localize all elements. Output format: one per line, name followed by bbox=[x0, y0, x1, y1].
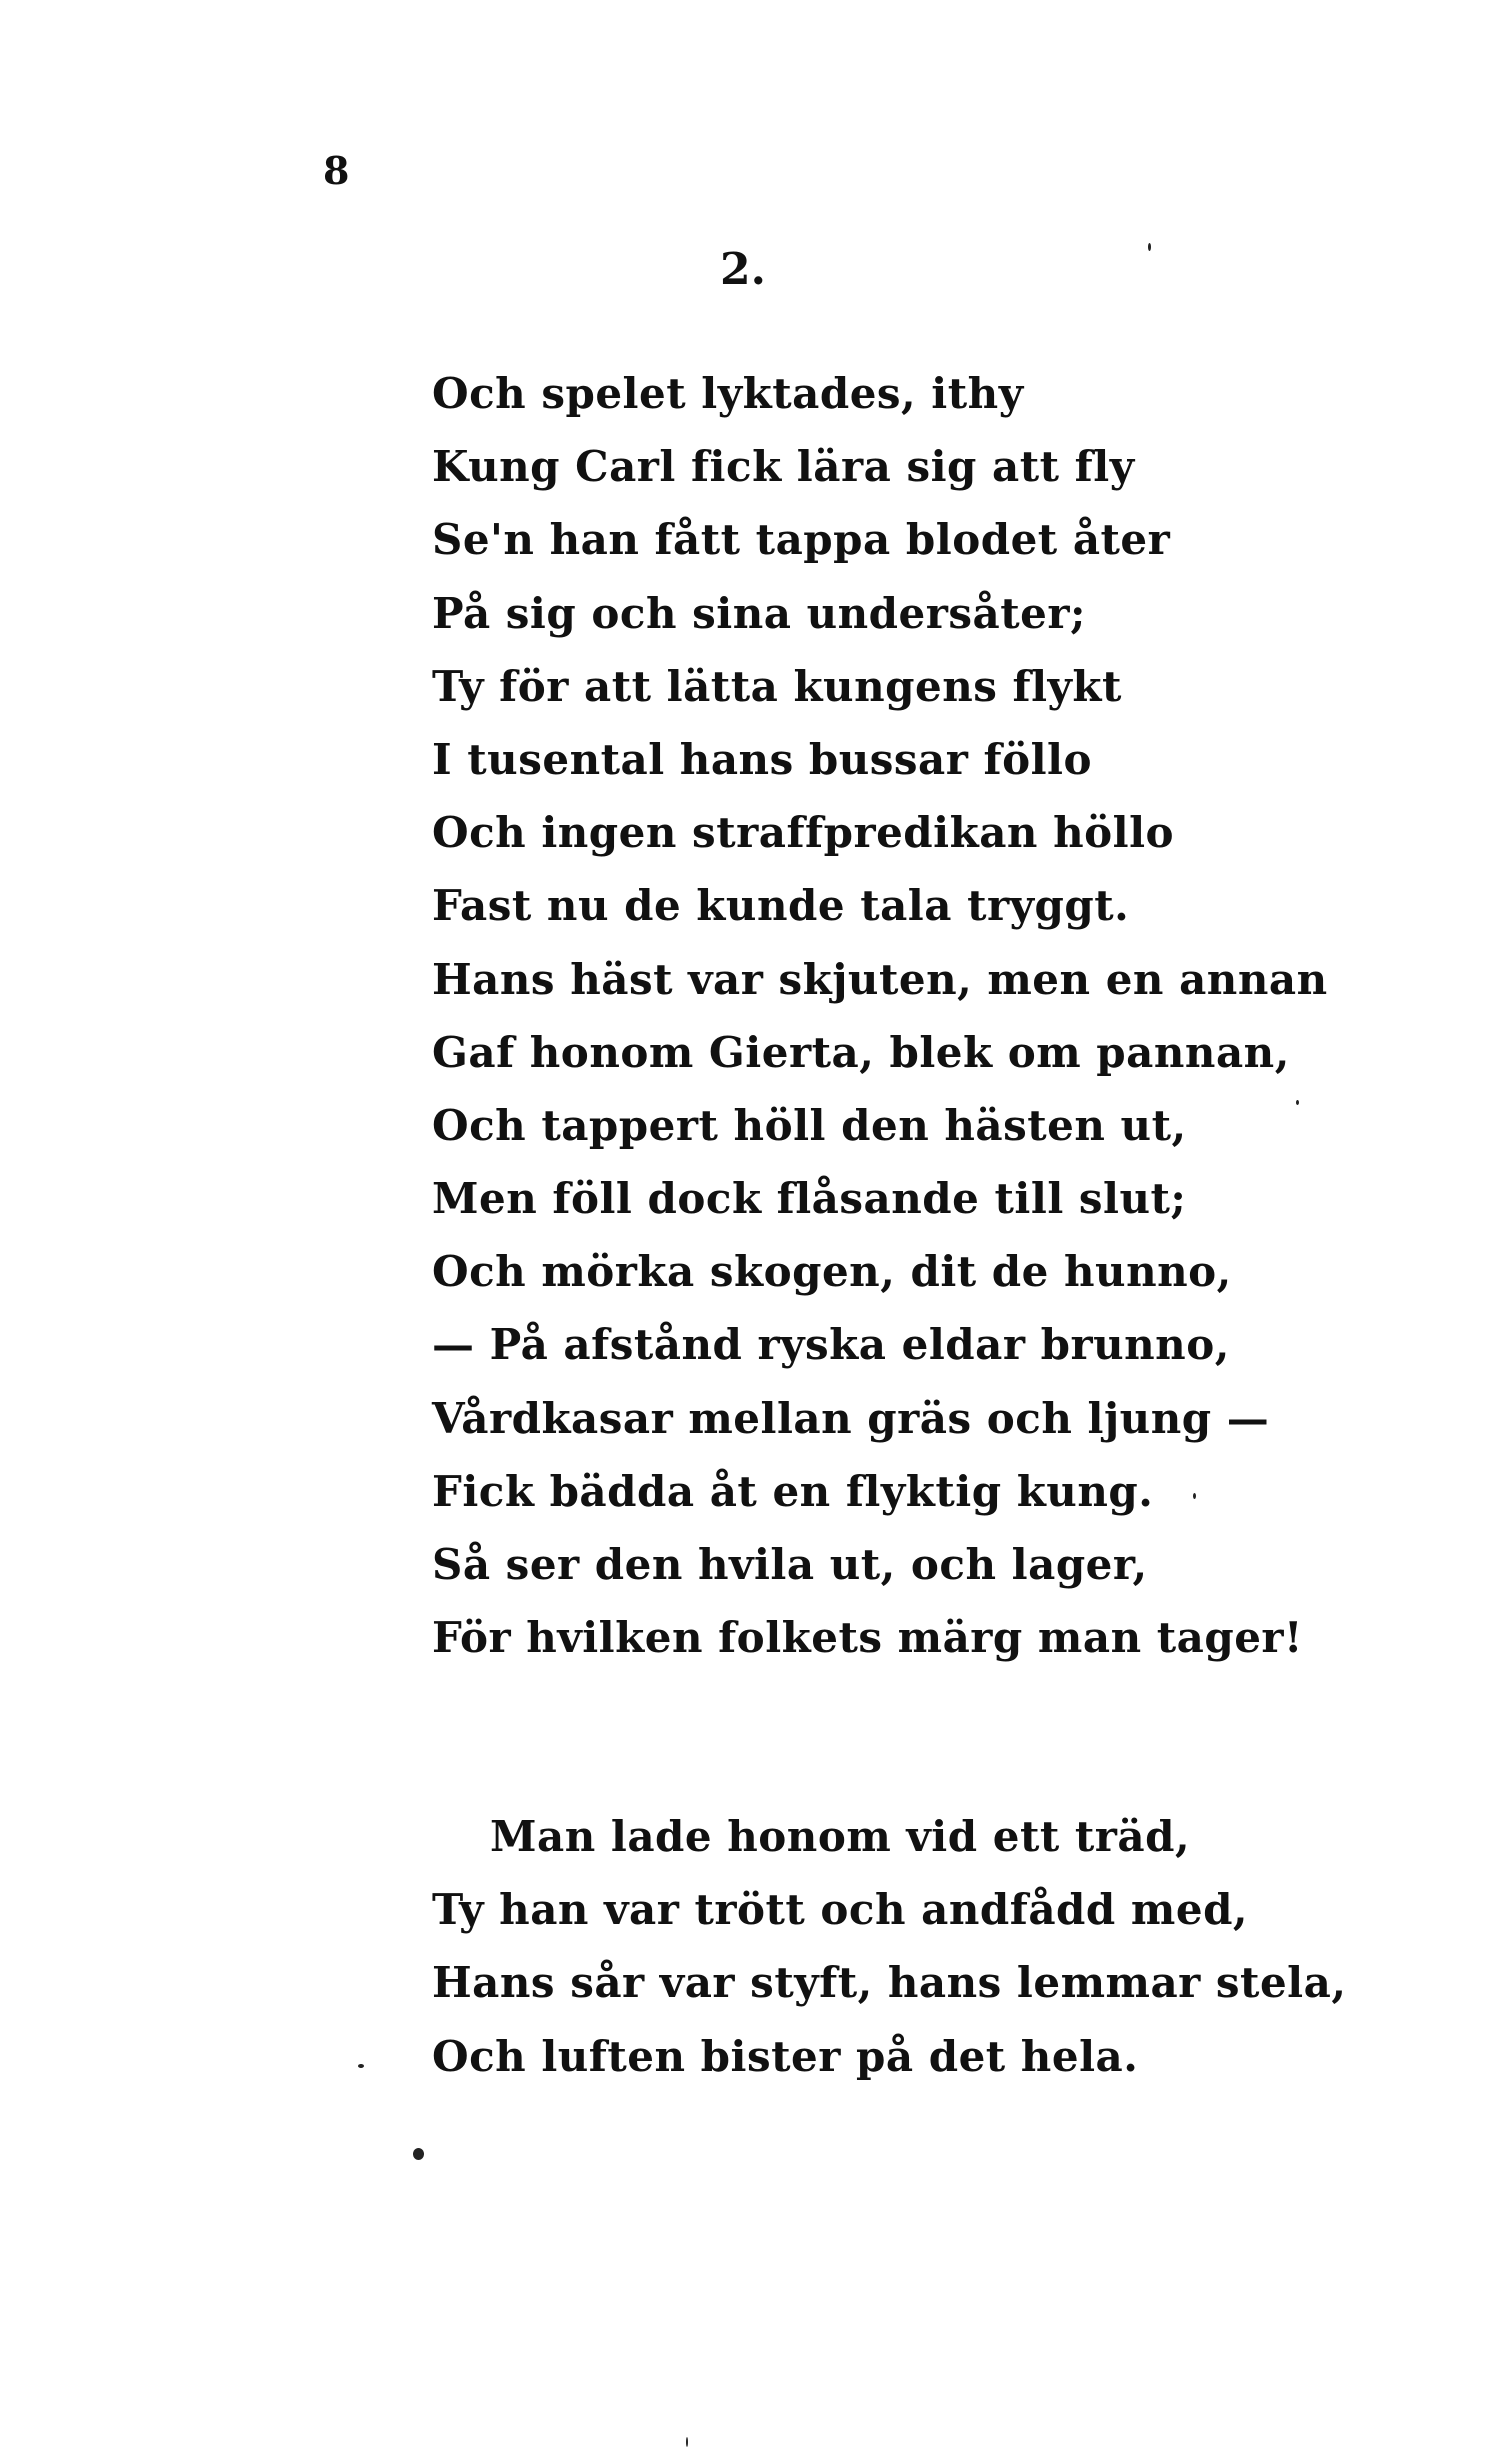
verse-line: Ty han var trött och andfådd med, bbox=[432, 1885, 1249, 1935]
verse-line: Hans sår var styft, hans lemmar stela, bbox=[432, 1958, 1347, 2008]
print-speck bbox=[413, 2148, 424, 2160]
verse-line: Och ingen straffpredikan höllo bbox=[432, 808, 1175, 858]
verse-line: Man lade honom vid ett träd, bbox=[490, 1812, 1191, 1861]
verse-line: Och mörka skogen, dit de hunno, bbox=[432, 1247, 1232, 1297]
stanza-1 bbox=[432, 357, 1328, 1674]
verse-line: Kung Carl fick lära sig att fly bbox=[432, 442, 1135, 492]
print-speck bbox=[1296, 1100, 1299, 1105]
page-number: 8 bbox=[323, 148, 350, 193]
stanza-2 bbox=[432, 1800, 1346, 2093]
verse-line: Fick bädda åt en flyktig kung. bbox=[432, 1466, 1154, 1516]
section-number: 2. bbox=[720, 244, 766, 295]
verse-line: På sig och sina undersåter; bbox=[432, 588, 1086, 638]
verse-line: För hvilken folkets märg man tager! bbox=[432, 1613, 1303, 1663]
verse-line: Se'n han fått tappa blodet åter bbox=[432, 515, 1171, 565]
print-speck bbox=[1148, 243, 1151, 251]
verse-line: Och spelet lyktades, ithy bbox=[432, 369, 1024, 418]
verse-line: Gaf honom Gierta, blek om pannan, bbox=[432, 1027, 1290, 1077]
print-speck bbox=[358, 2064, 364, 2068]
verse-line: Fast nu de kunde tala tryggt. bbox=[432, 881, 1130, 931]
verse-line: Så ser den hvila ut, och lager, bbox=[432, 1540, 1148, 1589]
print-speck bbox=[686, 2437, 688, 2447]
verse-line: I tusental hans bussar föllo bbox=[432, 734, 1093, 784]
print-speck bbox=[1193, 1493, 1196, 1499]
verse-line: Men föll dock flåsande till slut; bbox=[432, 1174, 1187, 1224]
verse-line: Och luften bister på det hela. bbox=[432, 2031, 1139, 2081]
verse-line: Ty för att lätta kungens flykt bbox=[432, 661, 1122, 711]
verse-line: Vårdkasar mellan gräs och ljung — bbox=[432, 1393, 1270, 1443]
verse-line: Och tappert höll den hästen ut, bbox=[432, 1100, 1187, 1150]
verse-line: Hans häst var skjuten, men en annan bbox=[432, 954, 1328, 1004]
verse-line: — På afstånd ryska eldar brunno, bbox=[432, 1320, 1230, 1370]
